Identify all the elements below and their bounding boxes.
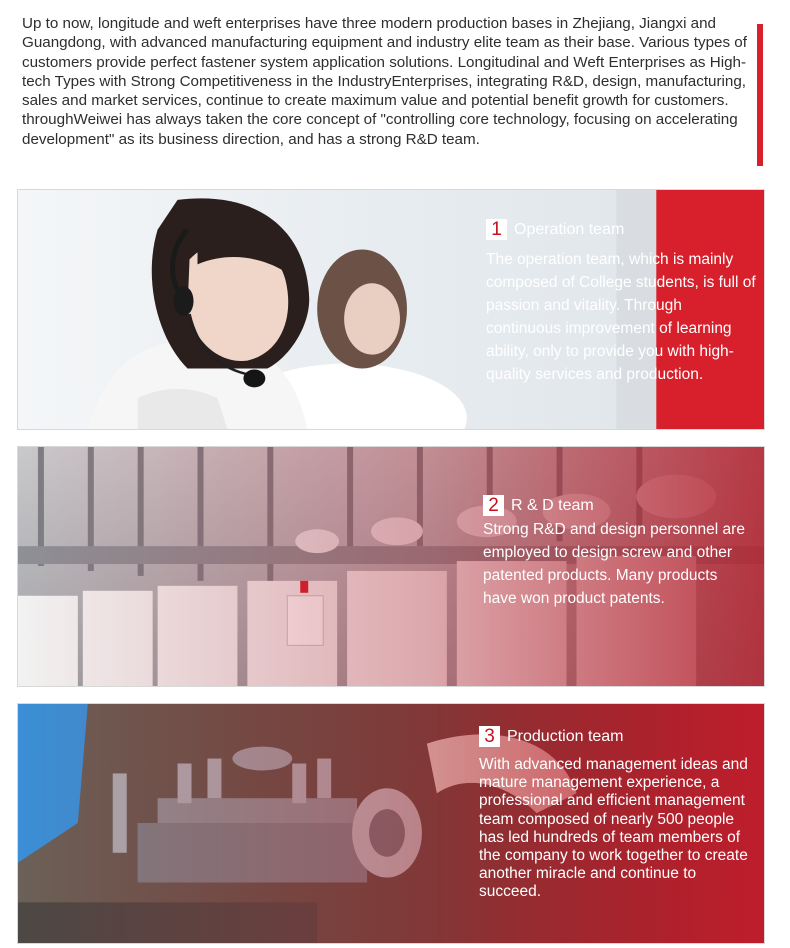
production-team-card: [17, 703, 765, 944]
section-number-badge: 1: [486, 219, 507, 240]
section-number-badge: 3: [479, 726, 500, 747]
intro-accent-bar: [757, 24, 763, 166]
operation-team-description: The operation team, which is mainly composed of College students, is full of passion and vitality. Through continuous improvement of learning ability, only to provide you with high-quality services and production.: [486, 251, 756, 383]
rd-team-overlay: [483, 495, 751, 610]
section-number-badge: 2: [483, 495, 504, 516]
operation-team-heading: [486, 219, 758, 240]
operation-team-overlay: [486, 219, 758, 386]
production-team-heading: [479, 726, 759, 747]
production-team-overlay: [479, 726, 759, 902]
rd-team-heading: [483, 495, 751, 516]
intro-paragraph: Up to now, longitude and weft enterprises have three modern production bases in Zhejiang, Jiangxi and Guangdong, with advanced manufacturing equipment and industry elite team as their base. Various types of customers provide perfect fastener system application solutions. Longitudinal and Weft Enterprises as High-tech Types with Strong Competitiveness in the IndustryEnterprises, integrating R&D, design, manufacturing, sales and market services, continue to create maximum value and potential benefit growth for customers. throughWeiwei has always taken the core concept of "controlling core technology, focusing on accelerating development" as its business direction, and has a strong R&D team.: [22, 15, 747, 148]
operation-team-title: Operation team: [514, 220, 625, 238]
production-team-description: With advanced management ideas and mature management experience, a professional and efficient management team composed of nearly 500 people has led hundreds of team members of the company to work together to create another miracle and continue to succeed.: [479, 756, 748, 901]
rd-team-title: R & D team: [511, 496, 594, 514]
rd-team-description: Strong R&D and design personnel are employed to design screw and other patented products. Many products have won product patents.: [483, 521, 745, 607]
production-team-title: Production team: [507, 727, 624, 745]
operation-team-card: [17, 189, 765, 430]
rd-team-card: [17, 446, 765, 687]
